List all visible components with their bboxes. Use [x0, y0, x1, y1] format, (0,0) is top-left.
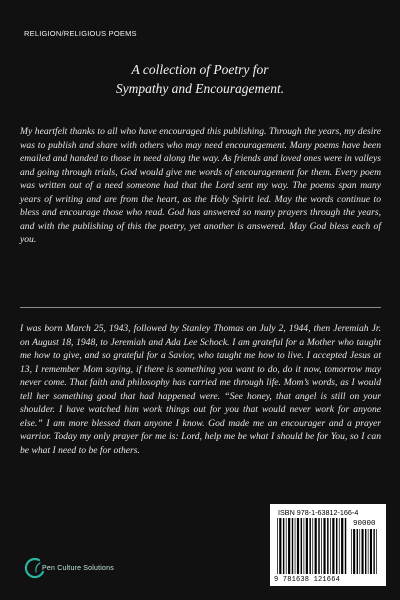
barcode-bar — [312, 518, 313, 574]
barcode-bar — [306, 518, 308, 574]
barcode-bar — [362, 529, 364, 574]
barcode-bar — [370, 529, 372, 574]
barcode-bar — [332, 518, 334, 574]
publisher-name: Pen Culture Solutions — [42, 564, 114, 572]
barcode-bar — [286, 518, 287, 574]
barcode-bar — [373, 529, 374, 574]
barcode-block — [270, 504, 386, 586]
barcode-bar — [295, 518, 296, 574]
barcode-bar — [336, 518, 337, 574]
barcode-bar — [279, 518, 281, 574]
barcode-bar — [301, 518, 302, 574]
barcode-bar — [327, 518, 328, 574]
barcode-bar — [359, 529, 360, 574]
price-code: 90000 — [353, 520, 376, 528]
publisher-logo — [24, 556, 154, 580]
isbn-text: ISBN 978-1-63812-166-4 — [278, 508, 359, 517]
divider — [20, 307, 381, 308]
price-barcode-bars — [351, 529, 379, 574]
tagline — [40, 60, 360, 98]
barcode-bar — [357, 529, 358, 574]
barcode-bar — [283, 518, 284, 574]
category-label: RELIGION/RELIGIOUS POEMS — [24, 29, 137, 38]
bio-paragraph: I was born March 25, 1943, followed by Stanley Thomas on July 2, 1944, then Jeremiah Jr. on August 18, 1948, to Jeremiah and Ada Lee Schock. I am grateful for a Mother who taught me how to give, and so grateful for a Savior, who taught me how to live. I accepted Jesus at 13, I remember Mom saying, if there is something you want to do, do it now, tomorrow may never come. That faith and philosophy has carried me through life. Mom’s words, as I would tell her something good that had happened were. “See honey, that angel is still on your shoulder. I have watched him work things out for you that would never work for anyone else.” I am more blessed than anyone I know. God made me an encourager and a prayer warrior. Today my only prayer for me is: Lord, help me be what I should be for You, so I can be what I need to be for others. — [20, 323, 381, 456]
barcode-bar — [330, 518, 331, 574]
barcode-bar — [323, 518, 325, 574]
tagline-line-2: Sympathy and Encouragement. — [115, 81, 285, 96]
barcode-bar — [277, 518, 278, 574]
barcode-bar — [345, 518, 346, 574]
thanks-paragraph: My heartfelt thanks to all who have encouraged this publishing. Through the years, my desire was to publish and share with others who may need encouragement. Many poems have been emailed and handed to those in need along the way. As friends and loved ones were in valleys and going through trials, God would give me words of encouragement for them. Every poem was written out of a need someone had that the Lord sent my way. The poems span many years of writing and are from the heart, as the Holy Spirit led. May the words continue to bless and encourage those who read. God has answered so many prayers through the years, and with the publishing of this the poetry, yet another is answered. May God bless each of you. — [20, 126, 381, 246]
barcode-bar — [353, 529, 355, 574]
barcode-bar — [292, 518, 293, 574]
barcode-bar — [315, 518, 317, 574]
barcode-bar — [365, 529, 366, 574]
barcode-bar — [321, 518, 322, 574]
barcode-bar — [341, 518, 343, 574]
barcode-bars — [277, 518, 347, 574]
barcode-bar — [339, 518, 340, 574]
barcode-bar — [288, 518, 290, 574]
barcode-bar — [304, 518, 305, 574]
tagline-line-1: A collection of Poetry for — [131, 62, 269, 77]
barcode-digits: 9 781638 121664 — [274, 576, 341, 584]
barcode-bar — [297, 518, 299, 574]
barcode-bar — [309, 518, 310, 574]
barcode-bar — [376, 529, 377, 574]
barcode-bar — [368, 529, 369, 574]
barcode-bar — [351, 529, 352, 574]
barcode-bar — [318, 518, 319, 574]
